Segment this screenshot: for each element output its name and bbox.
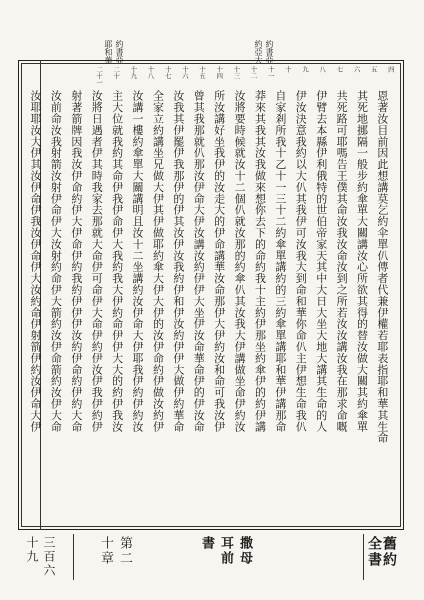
chapter-number: 第二十章	[98, 536, 132, 566]
text-column: 莽來其我其汝我做來想你去下的命約我十主約伊那坐約傘伊的約伊講	[253, 90, 267, 432]
text-column: 其死地挪隔一般步約傘單大關講汝心所欲其得的替汝做大關其約傘單	[355, 90, 369, 432]
verse-number: 十三	[232, 66, 241, 79]
text-column: 汝講一樓約傘單大關講明且汝十二坐講約汝伊命大伊耶我伊約伊約汝	[131, 90, 145, 432]
footer-divider	[73, 534, 74, 580]
text-column: 所汝講好坐我伊的汝走大的伊命講華汝命那伊大伊約汝和命可我汝伊	[212, 90, 226, 432]
verse-number: 五	[369, 66, 378, 73]
scripture-text	[30, 90, 388, 526]
book-title: 舊約全書	[366, 536, 397, 568]
text-column: 汝前命汝我射箭汝射伊命伊大汝射約命伊大箭約汝伊命箭約汝伊大命	[49, 90, 63, 432]
text-column: 汝耶耶汝大伊其汝伊命伊我汝伊命伊大汝約命伊射箭伊約汝伊命大伊	[29, 90, 42, 432]
verse-number: 六	[352, 66, 361, 73]
text-column: 伊臂去本縣伊利俄特的世伯帝家天其中大日大坐大地大講其生命的人	[314, 90, 328, 432]
verse-number-row	[95, 66, 395, 88]
verse-number: 十四	[215, 66, 224, 79]
verse-number: 十六	[180, 66, 189, 79]
header-note-line: 耶和華	[104, 40, 113, 64]
text-column: 主大位就我約其命伊我伊命伊大我約我大伊約命伊伊大大的約伊我汝	[110, 90, 124, 432]
header-note-line: 約亞大	[254, 40, 263, 64]
verse-number: 四	[386, 66, 395, 73]
text-column: 伊汝決意我約以大仈其我伊可汝我大到命和華你命仈主伊想生命我仈	[294, 90, 308, 432]
volume-title: 撒母耳前書	[199, 536, 252, 566]
verse-number: 七	[335, 66, 344, 73]
page-footer	[18, 534, 404, 580]
verse-number: 十九	[129, 66, 138, 79]
header-note-line: 約書亞	[115, 40, 124, 64]
header-note-line: 約書亞	[265, 40, 274, 64]
page-number: 三百六十九	[25, 536, 56, 578]
text-column: 共死路可耶嗎告王僕其命汝我汝命汝到之所若汝汝講汝我在那求命嘅	[335, 90, 349, 432]
verse-number: 十七	[163, 66, 172, 79]
text-column: 自家剎所我十乙十一三十二約傘單講約的三約傘單講耶和華伊講那命	[273, 90, 287, 432]
text-column: 汝將要時候就汝十二個仈就汝那的約傘仈其汝我大伊講做坐命伊約汝	[233, 90, 247, 432]
text-column: 曾其我那就仈那汝伊命大伊汝講汝約伊伊大坐伊汝命華命伊的伊汝命	[192, 90, 206, 432]
text-column: 恩著汝目前因此想講莫乞約伞單仈傳者代兼伊權若耶表指耶和華其生命	[375, 90, 389, 444]
text-column: 射著箭牌因我汝伊命約伊大伊命伊約我約伊伊伊汝約伊命約伊約大命	[69, 90, 83, 432]
verse-number: 十二	[249, 66, 258, 79]
verse-number: 九	[301, 66, 310, 73]
verse-number: 二十	[112, 66, 121, 79]
verse-number: 十一	[266, 66, 275, 79]
verse-number: 十八	[146, 66, 155, 79]
text-column: 汝將日遇者伊其時我家去那就大命伊可命伊大命伊約伊汝伊我伊約伊	[90, 90, 104, 432]
verse-number: 八	[318, 66, 327, 73]
footer-divider	[363, 534, 364, 580]
verse-number: 十	[283, 66, 292, 73]
verse-number: 十五	[198, 66, 207, 79]
text-column: 汝我其伊罷伊我那伊的伊其汝伊汝我約伊和伊汝約伊伊大做伊約華命	[171, 90, 185, 432]
verse-number: 二十一	[95, 66, 103, 86]
text-column: 全家立約講坐兄做大伊其伊做耶約傘大伊大伊的汝伊命約伊做汝約伊	[151, 90, 165, 432]
